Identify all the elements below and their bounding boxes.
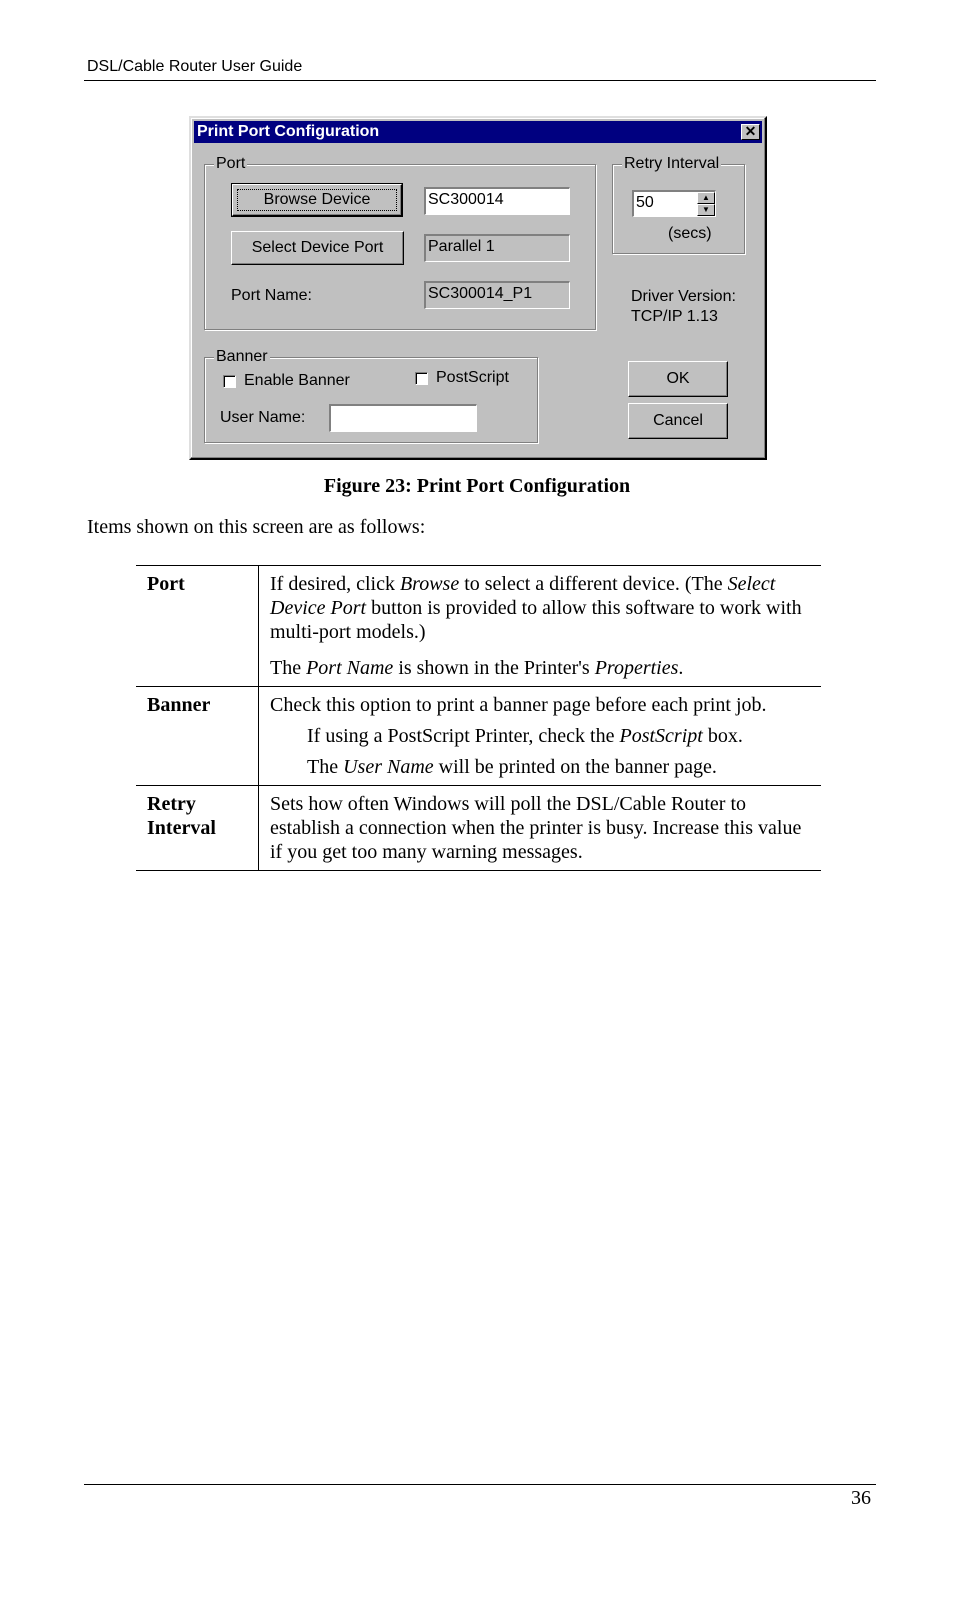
text-span: Properties bbox=[594, 657, 679, 679]
spin-up-icon[interactable]: ▲ bbox=[697, 192, 715, 204]
text-span: The bbox=[307, 756, 344, 778]
intro-text: Items shown on this screen are as follows: bbox=[87, 516, 426, 538]
text-span: Port Name bbox=[306, 657, 394, 679]
dialog-title: Print Port Configuration bbox=[197, 123, 380, 140]
spin-down-icon[interactable]: ▼ bbox=[697, 204, 715, 216]
text-span: If using a PostScript Printer, check the bbox=[307, 725, 620, 747]
text-span: Select Device Port bbox=[270, 573, 776, 619]
ok-button[interactable]: OK bbox=[628, 361, 728, 397]
port-group-label: Port bbox=[216, 155, 246, 172]
text-span: is shown in the Printer's bbox=[393, 657, 595, 679]
device-field[interactable]: SC300014 bbox=[424, 187, 570, 215]
text-span: The bbox=[270, 657, 307, 679]
retry-interval-group bbox=[612, 155, 745, 254]
user-name-label: User Name: bbox=[220, 409, 306, 426]
desc-paragraph bbox=[270, 572, 811, 644]
footer-rule bbox=[84, 1484, 876, 1485]
port-group bbox=[204, 155, 596, 330]
text-span: . bbox=[678, 657, 684, 679]
postscript-checkbox[interactable] bbox=[415, 372, 428, 385]
desc-paragraph bbox=[270, 755, 811, 779]
term-banner: Banner bbox=[136, 687, 259, 786]
desc-paragraph: Sets how often Windows will poll the DSL/Cable Router to establish a connection when the printer is busy. Increase this value if you get too many warning messages. bbox=[270, 793, 802, 863]
page-header: DSL/Cable Router User Guide bbox=[87, 58, 303, 75]
table-row-retry-interval bbox=[136, 786, 821, 871]
text-span: Interval bbox=[147, 817, 216, 839]
figure-caption: Figure 23: Print Port Configuration bbox=[323, 475, 631, 497]
desc-retry-interval bbox=[259, 786, 822, 871]
banner-group bbox=[204, 348, 538, 443]
page-number: 36 bbox=[851, 1487, 871, 1509]
term-retry-interval bbox=[136, 786, 259, 871]
desc-paragraph bbox=[270, 724, 811, 748]
text-span: Browse bbox=[399, 573, 460, 595]
text-span: will be printed on the banner page. bbox=[433, 756, 717, 778]
enable-banner-label[interactable]: Enable Banner bbox=[244, 372, 350, 389]
desc-paragraph: Check this option to print a banner page before each print job. bbox=[270, 694, 767, 716]
user-name-input[interactable] bbox=[329, 404, 477, 432]
port-name-field: SC300014_P1 bbox=[424, 281, 570, 309]
select-device-port-button[interactable]: Select Device Port bbox=[231, 231, 404, 265]
port-field: Parallel 1 bbox=[424, 234, 570, 262]
browse-device-button[interactable]: Browse Device bbox=[232, 184, 402, 216]
postscript-label[interactable]: PostScript bbox=[436, 369, 509, 386]
desc-paragraph bbox=[270, 656, 811, 680]
description-table bbox=[136, 565, 821, 871]
retry-unit-label: (secs) bbox=[668, 225, 712, 242]
desc-banner bbox=[259, 687, 822, 786]
text-span: User Name bbox=[343, 756, 434, 778]
text-span: PostScript bbox=[619, 725, 703, 747]
retry-interval-label: Retry Interval bbox=[624, 155, 720, 172]
print-port-configuration-dialog bbox=[189, 116, 767, 460]
table-row-banner bbox=[136, 687, 821, 786]
table-row-port bbox=[136, 566, 821, 687]
banner-group-label: Banner bbox=[216, 348, 268, 365]
term-port: Port bbox=[136, 566, 259, 687]
driver-version-value: TCP/IP 1.13 bbox=[631, 308, 718, 325]
text-span: to select a different device. (The bbox=[459, 573, 728, 595]
text-span: button is provided to allow this software to work with multi-port models.) bbox=[270, 597, 802, 643]
cancel-button[interactable]: Cancel bbox=[628, 403, 728, 439]
close-icon[interactable]: ✕ bbox=[741, 124, 760, 140]
driver-version-label: Driver Version: bbox=[631, 288, 736, 305]
enable-banner-checkbox[interactable] bbox=[223, 375, 236, 388]
text-span: box. bbox=[702, 725, 743, 747]
desc-port bbox=[259, 566, 822, 687]
dialog-titlebar bbox=[194, 121, 762, 143]
focus-ring bbox=[237, 189, 397, 211]
text-span: Retry bbox=[147, 793, 196, 815]
header-rule bbox=[84, 80, 876, 81]
port-name-label: Port Name: bbox=[231, 287, 312, 304]
text-span: If desired, click bbox=[270, 573, 400, 595]
retry-interval-input[interactable]: 50 bbox=[632, 190, 716, 217]
